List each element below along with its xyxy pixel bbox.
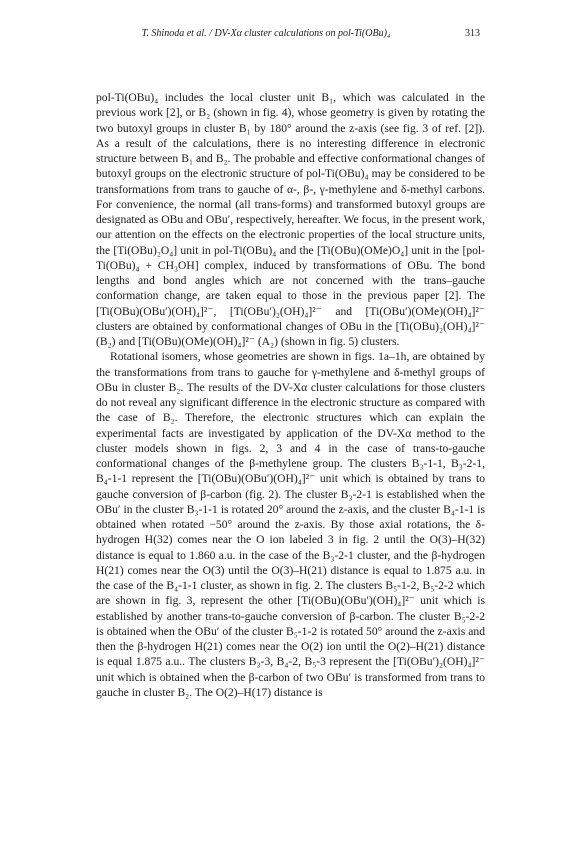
paragraph-2: Rotational isomers, whose geometries are shown in figs. 1a–1h, are obtained by the transformations from trans to gauche for γ-methylene and δ-methyl groups of OBu in cluster B₂. The results of the DV-Xα cluster calculations for those clusters do not reveal any significant difference in the electronic structure as compared with the case of B₂. Therefore, the electronic structures which can explain the experimental facts are investigated by application of the DV-Xα method to the cluster models shown in figs. 2, 3 and 4 in the case of trans-to-gauche conformational changes of the β-methylene group. The clusters B₃-1-1, B₃-2-1, B₄-1-1 represent the [Ti(OBu)(OBu′)(OH)₄]²⁻ unit which is obtained by trans to gauche conversion of β-carbon (fig. 2). The cluster B₃-2-1 is established when the OBu′ in the cluster B₃-1-1 is rotated 20° around the z-axis, and the cluster B₄-1-1 is obtained when rotated −50° around the z-axis. By those axial rotations, the δ-hydrogen H(32) comes near the O ion labeled 3 in fig. 2 until the O(3)–H(32) distance is equal to 1.860 a.u. in the case of the B₃-2-1 cluster, and the β-hydrogen H(21) comes near the O(3) until the O(3)–H(21) distance is equal to 1.875 a.u. in the case of the B₄-1-1 cluster, as shown in fig. 2. The clusters B₅-1-2, B₅-2-2 which are shown in fig. 3, represent the other [Ti(OBu)(OBu′)(OH)₄]²⁻ unit which is established by another trans-to-gauche conversion of β-carbon. The cluster B₅-2-2 is obtained when the OBu′ of the cluster B₅-1-2 is rotated 50° around the z-axis and then the β-hydrogen H(21) comes near the O(2) ion until the O(2)–H(21) distance is equal 1.875 a.u.. The clusters B₃-3, B₄-2, B₅-3 represent the [Ti(OBu′)₂(OH)₄]²⁻ unit which is obtained when the β-carbon of two OBu′ is transformed from trans to gauche in cluster B₂. The O(2)–H(17) distance is (96, 350, 485, 699)
body-text (96, 90, 485, 700)
page-number: 313 (465, 28, 480, 39)
running-header (96, 28, 480, 42)
paragraph-1: pol-Ti(OBu)₄ includes the local cluster unit B₁, which was calculated in the previous work [2], or B₂ (shown in fig. 4), whose geometry is given by rotating the two butoxyl groups in cluster B₁ by 180° around the z-axis (see fig. 3 of ref. [2]). As a result of the calculations, there is no interesting difference in electronic structure between B₁ and B₂. The probable and effective conformational changes of butoxyl groups on the electronic structure of pol-Ti(OBu)₄ may be considered to be transformations from trans to gauche of α-, β-, γ-methylene and δ-methyl carbons. For convenience, the normal (all trans-forms) and transformed butoxyl groups are designated as OBu and OBu′, respectively, hereafter. We focus, in the present work, our attention on the effects on the electronic properties of the local structure units, the [Ti(OBu)₂O₄] unit in pol-Ti(OBu)₄ and the [Ti(OBu)(OMe)O₄] unit in the [pol-Ti(OBu)₄ + CH₃OH] complex, induced by transformations of OBu. The bond lengths and bond angles which are not concerned with the trans–gauche conformation change, are taken equal to those in the previous paper [2]. The [Ti(OBu)(OBu′)(OH)₄]²⁻, [Ti(OBu′)₂(OH)₄]²⁻ and [Ti(OBu′)(OMe)(OH)₄]²⁻ clusters are obtained by conformational changes of OBu in the [Ti(OBu)₂(OH)₄]²⁻ (B₂) and [Ti(OBu)(OMe)(OH)₄]²⁻ (A₂) (shown in fig. 5) clusters. (96, 91, 485, 348)
running-title: T. Shinoda et al. / DV-Xα cluster calculations on pol-Ti(OBu)₄ (141, 28, 391, 39)
